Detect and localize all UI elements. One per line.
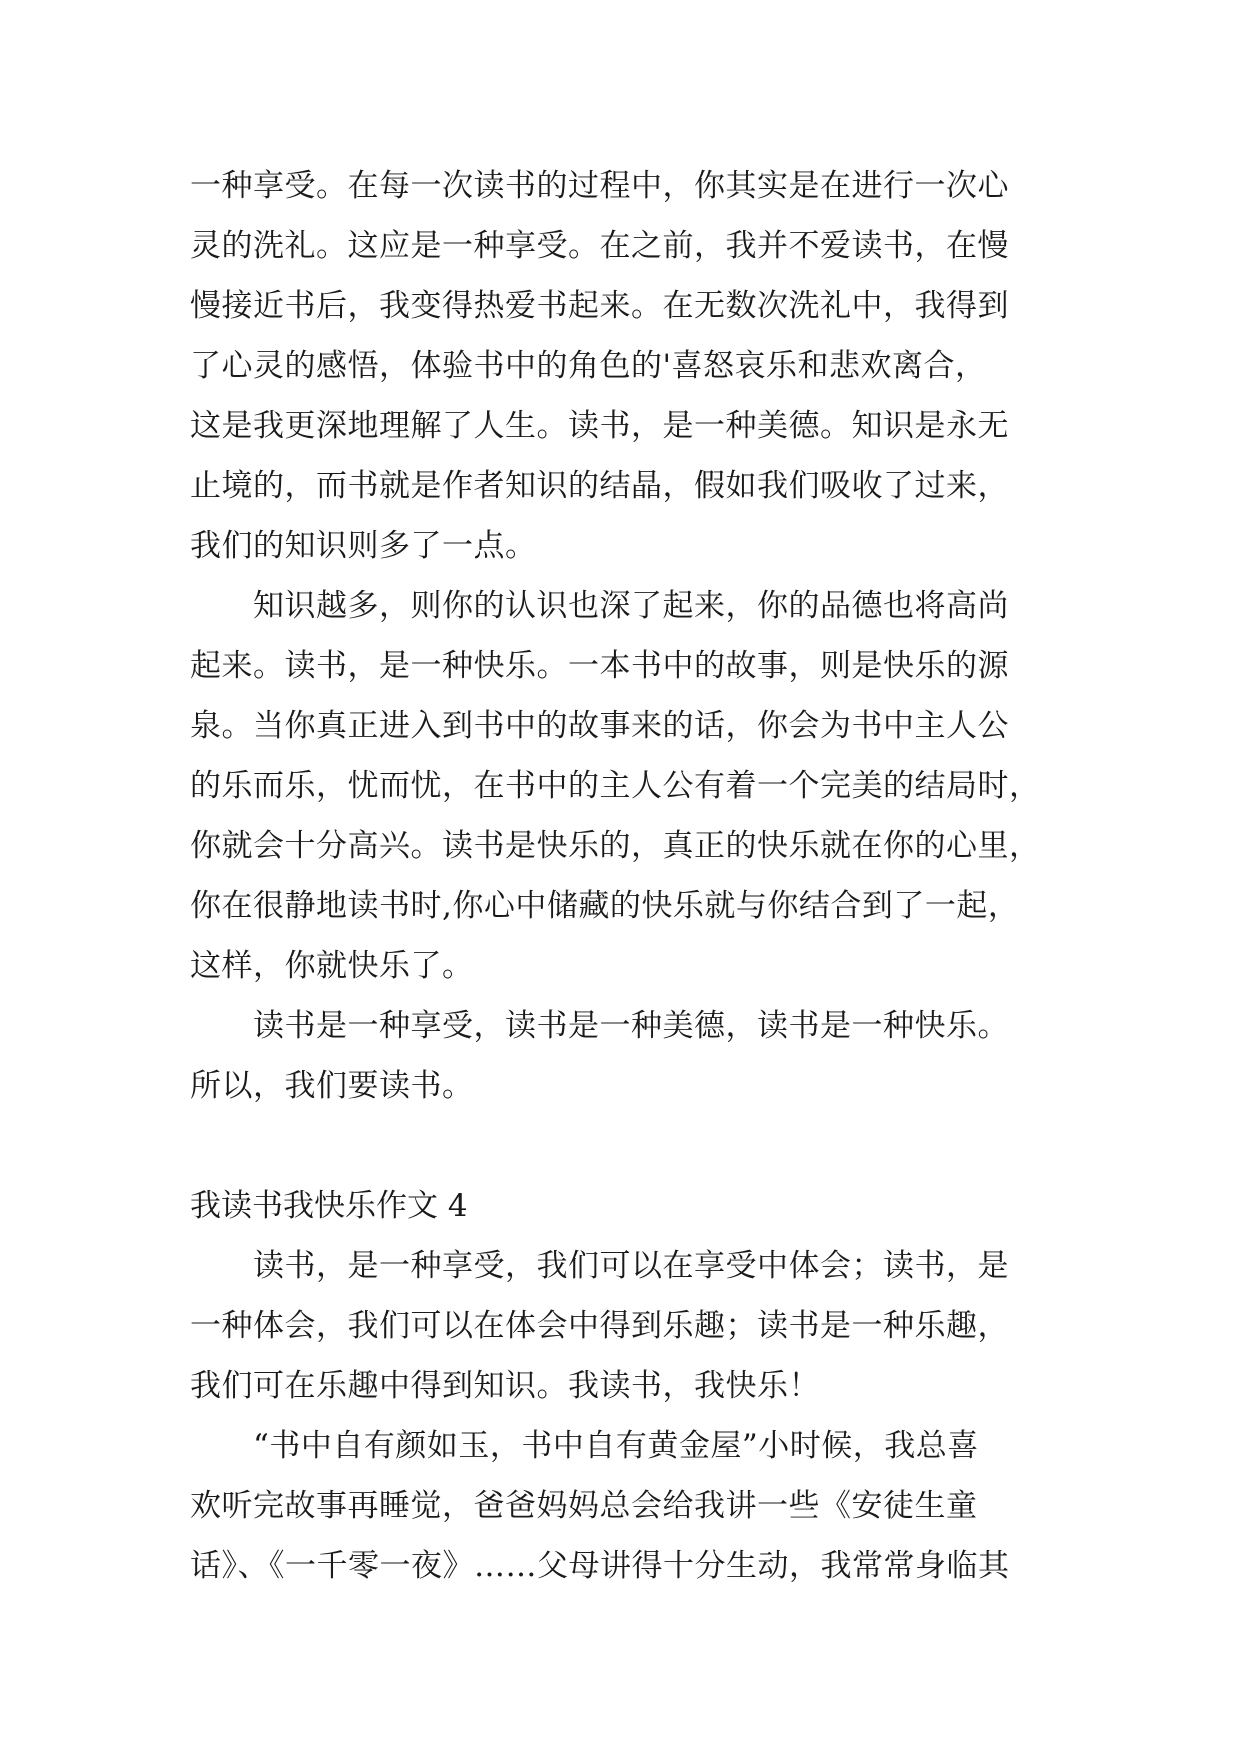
paragraph-line: 一种享受。在每一次读书的过程中，你其实是在进行一次心 — [190, 168, 1009, 204]
paragraph-first-line: “书中自有颜如玉，书中自有黄金屋”小时候，我总喜 — [253, 1428, 979, 1464]
paragraph-line: 我们可在乐趣中得到知识。我读书，我快乐！ — [190, 1368, 820, 1404]
paragraph-line: 你就会十分高兴。读书是快乐的，真正的快乐就在你的心里， — [190, 828, 1041, 864]
paragraph-line: 这是我更深地理解了人生。读书，是一种美德。知识是永无 — [190, 408, 1009, 444]
paragraph-line: 了心灵的感悟，体验书中的角色的'喜怒哀乐和悲欢离合， — [190, 348, 987, 384]
paragraph-line: 慢接近书后，我变得热爱书起来。在无数次洗礼中，我得到 — [190, 288, 1009, 324]
paragraph-line: 我们的知识则多了一点。 — [190, 528, 537, 564]
paragraph-first-line: 读书，是一种享受，我们可以在享受中体会；读书，是 — [253, 1248, 1009, 1284]
paragraph-line: 话》、《一千零一夜》……父母讲得十分生动，我常常身临其 — [190, 1548, 1010, 1584]
paragraph-line: 欢听完故事再睡觉，爸爸妈妈总会给我讲一些《安徒生童 — [190, 1488, 978, 1524]
paragraph-line: 你在很静地读书时,你心中储藏的快乐就与你结合到了一起， — [190, 888, 1020, 924]
paragraph-line: 的乐而乐，忧而忧，在书中的主人公有着一个完美的结局时， — [190, 768, 1041, 804]
paragraph-line: 灵的洗礼。这应是一种享受。在之前，我并不爱读书，在慢 — [190, 228, 1009, 264]
paragraph-first-line: 读书是一种享受，读书是一种美德，读书是一种快乐。 — [253, 1008, 1009, 1044]
paragraph-line: 所以，我们要读书。 — [190, 1068, 474, 1104]
paragraph-line: 起来。读书，是一种快乐。一本书中的故事，则是快乐的源 — [190, 648, 1009, 684]
paragraph-line: 泉。当你真正进入到书中的故事来的话，你会为书中主人公 — [190, 708, 1009, 744]
section-title: 我读书我快乐作文 4 — [190, 1188, 468, 1224]
paragraph-line: 止境的，而书就是作者知识的结晶，假如我们吸收了过来， — [190, 468, 1009, 504]
paragraph-line: 这样，你就快乐了。 — [190, 948, 474, 984]
paragraph-first-line: 知识越多，则你的认识也深了起来，你的品德也将高尚 — [253, 588, 1009, 624]
paragraph-line: 一种体会，我们可以在体会中得到乐趣；读书是一种乐趣， — [190, 1308, 1009, 1344]
